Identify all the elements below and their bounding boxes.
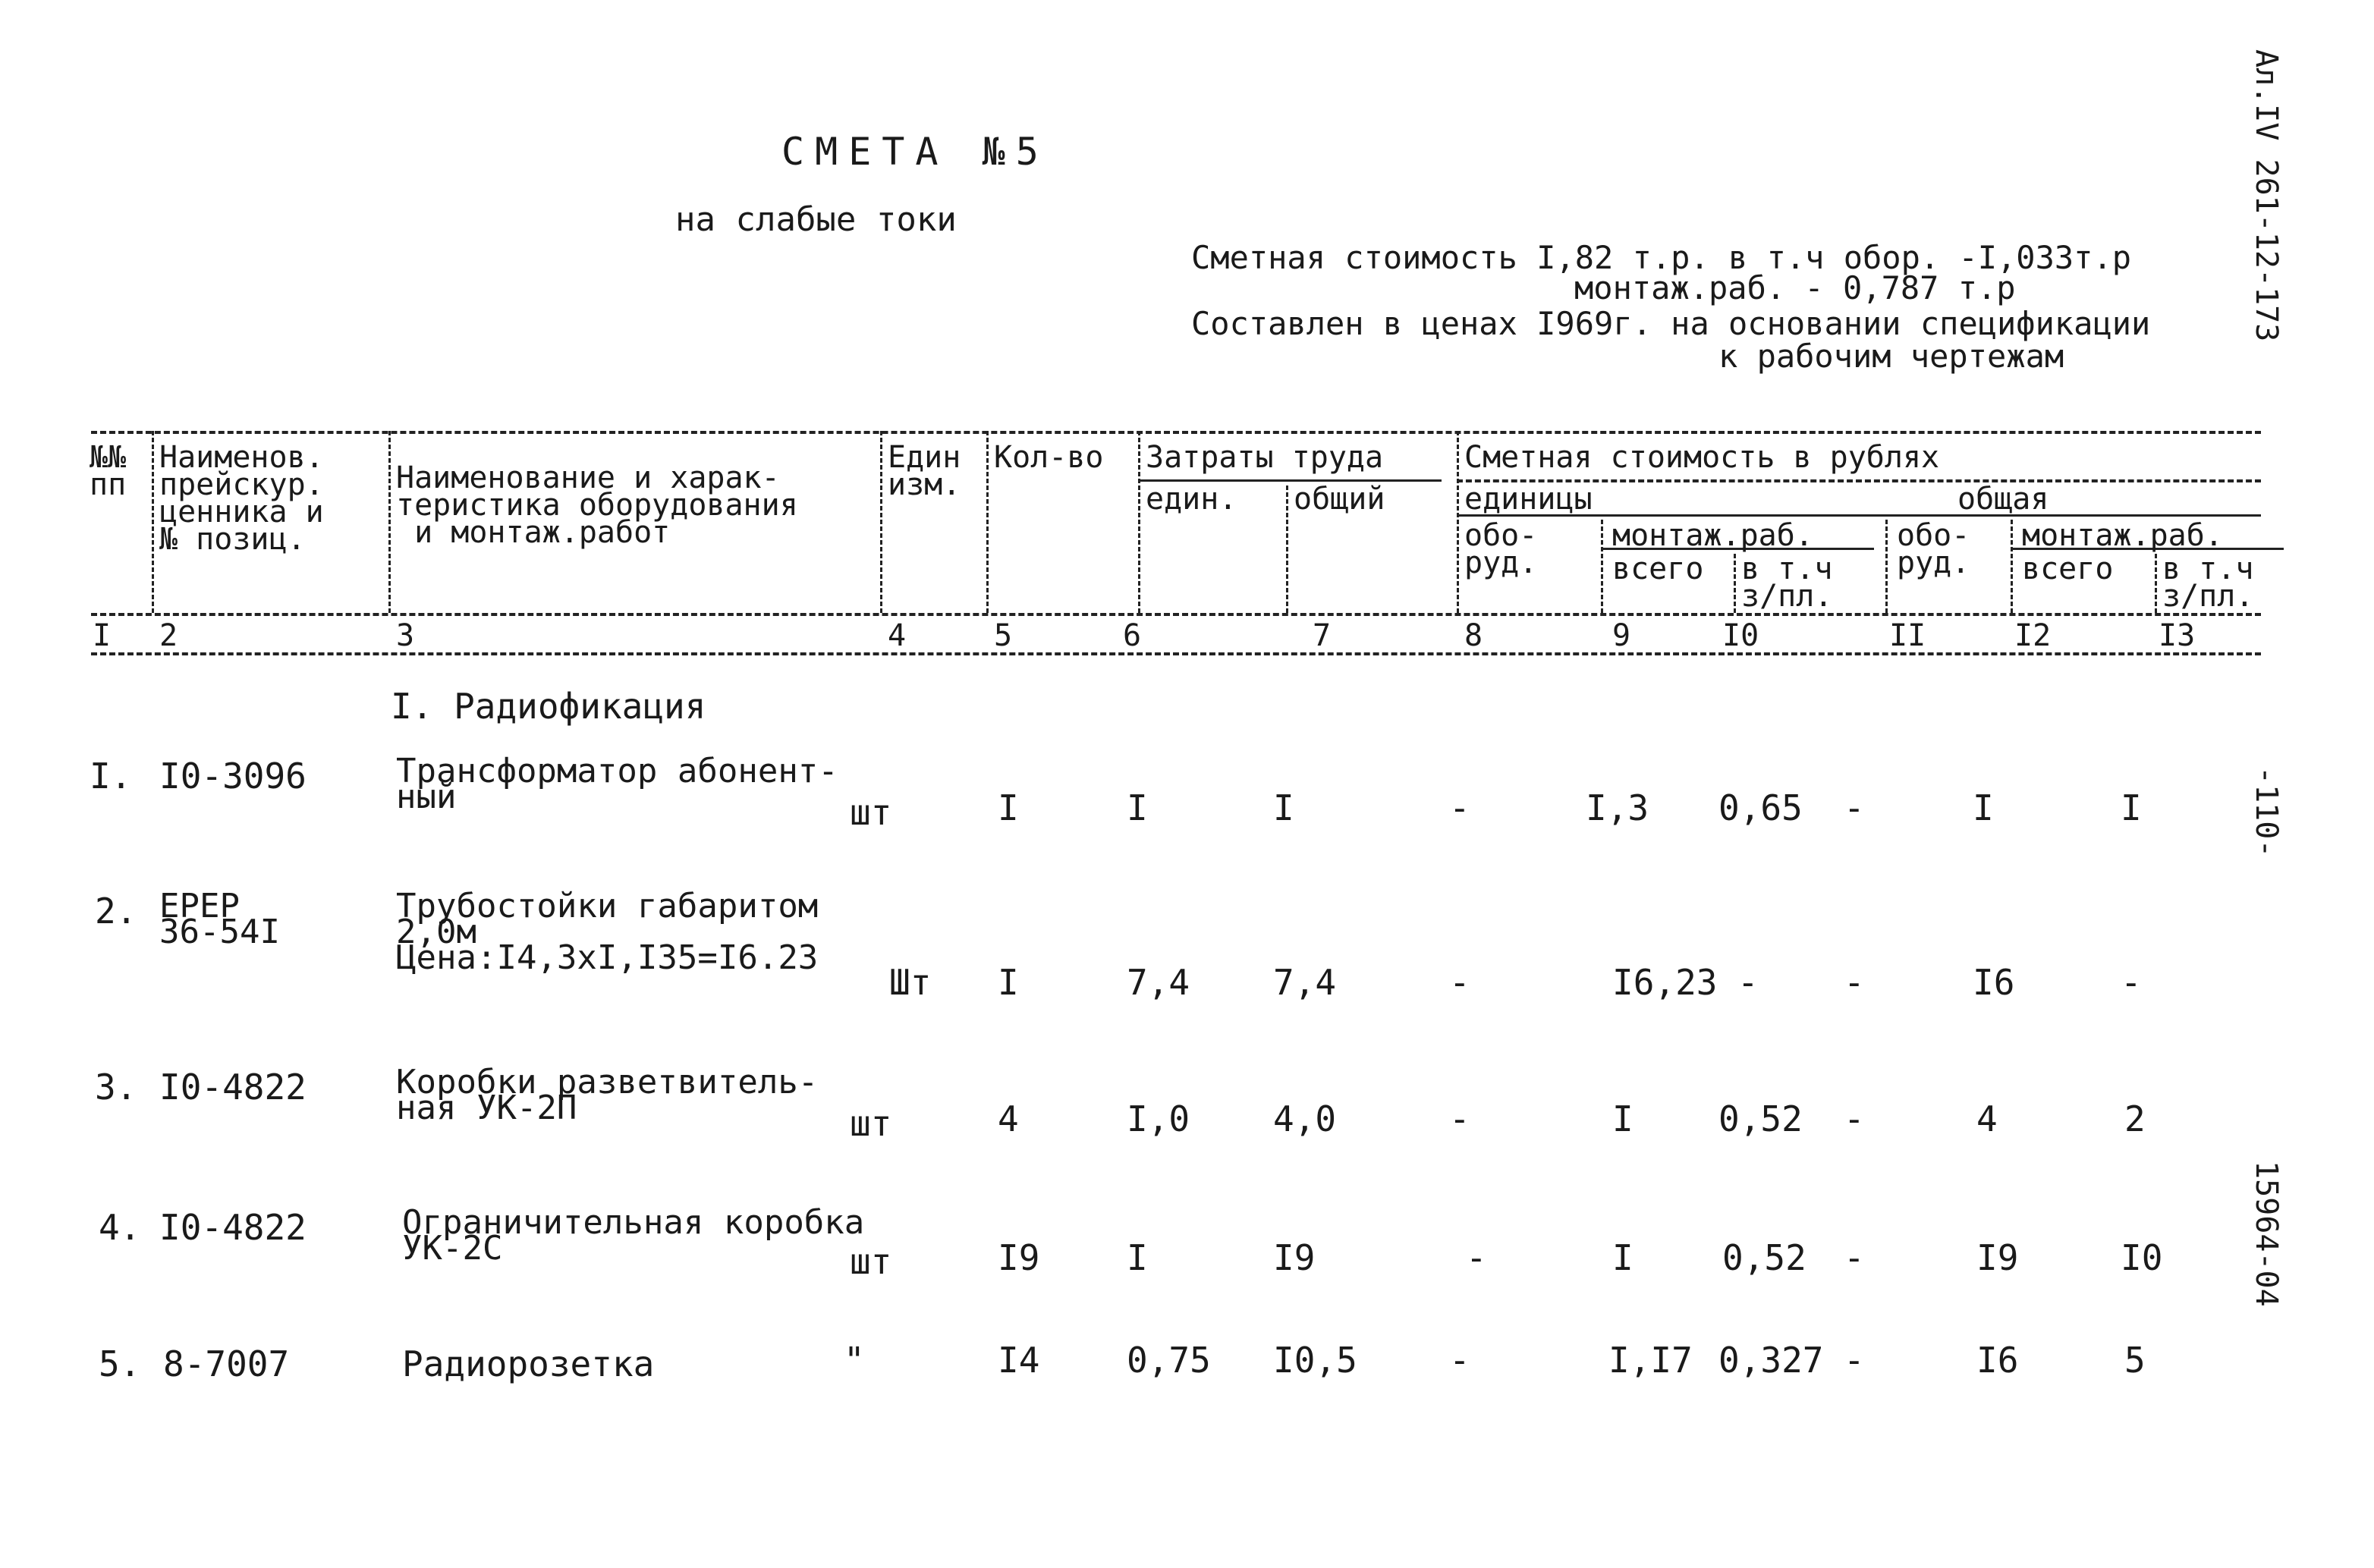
- row-mont-incl: 0,52: [1718, 1098, 1803, 1139]
- row-mont-total-incl: -: [2121, 962, 2142, 1003]
- row-name: Коробки разветвитель- ная УК-2П: [396, 1063, 819, 1127]
- header-separator: [388, 431, 391, 613]
- row-name: Трансформатор абонент- ный: [396, 752, 838, 816]
- document-subtitle: на слабые токи: [675, 200, 957, 239]
- col-number: I: [93, 618, 112, 653]
- row-qty: I9: [998, 1237, 1040, 1278]
- row-mont-total: I6: [1976, 1340, 2019, 1381]
- col-number: 4: [888, 618, 907, 653]
- col-number: 9: [1612, 618, 1631, 653]
- row-unit: шт: [850, 1103, 892, 1144]
- row-mont-incl: 0,65: [1718, 787, 1803, 828]
- estimate-drawings-line: к рабочим чертежам: [1718, 338, 2064, 375]
- row-equip-total: -: [1844, 787, 1865, 828]
- row-code: I0-3096: [159, 756, 307, 797]
- row-number: 2.: [95, 891, 137, 932]
- numbering-bottom-rule: [91, 652, 2261, 655]
- row-qty: I: [998, 962, 1019, 1003]
- header-separator: [1286, 485, 1288, 613]
- row-labor-unit: I: [1127, 1237, 1148, 1278]
- estimate-mount-line: монтаж.раб. - 0,787 т.р: [1574, 269, 2016, 306]
- header-mont-unit-incl: в т.ч з/пл.: [1741, 551, 1833, 614]
- row-equip-total: -: [1844, 1237, 1865, 1278]
- col-number: II: [1889, 618, 1926, 653]
- row-number: 5.: [99, 1343, 141, 1384]
- header-col-unit: Един изм.: [888, 440, 961, 502]
- row-mont-total-incl: I0: [2121, 1237, 2163, 1278]
- row-labor-total: 7,4: [1273, 962, 1337, 1003]
- col-number: 8: [1464, 618, 1483, 653]
- header-col-description: Наименование и харак- теристика оборудования и монтаж.работ: [396, 460, 798, 550]
- row-unit: Шт: [889, 962, 932, 1003]
- row-number: 4.: [99, 1207, 141, 1248]
- header-mont-total-incl: в т.ч з/пл.: [2162, 551, 2254, 614]
- section-heading: I. Радиофикация: [391, 686, 706, 727]
- row-mont-total-incl: I: [2121, 787, 2142, 828]
- col-number: 7: [1313, 618, 1332, 653]
- row-code: I0-4822: [159, 1067, 307, 1108]
- row-number: 3.: [95, 1067, 137, 1108]
- row-number: I.: [90, 756, 132, 797]
- row-mont-total-incl: 2: [2124, 1098, 2146, 1139]
- header-mont-total: монтаж.раб.: [2022, 518, 2223, 553]
- row-mont-total: I9: [1976, 1237, 2019, 1278]
- header-separator: [1885, 520, 1888, 613]
- row-equip-unit: -: [1449, 787, 1470, 828]
- row-mont-all: I: [1612, 1237, 1634, 1278]
- row-code: I0-4822: [159, 1207, 307, 1248]
- document-title: СМЕТА №5: [781, 130, 1049, 174]
- row-qty: I: [998, 787, 1019, 828]
- row-mont-all: I: [1612, 1098, 1634, 1139]
- row-name: Трубостойки габаритом 2,0м Цена:I4,3xI,I35=I6.23: [396, 887, 819, 977]
- row-mont-incl: -: [1737, 962, 1759, 1003]
- header-labor-unit: един.: [1146, 482, 1237, 517]
- row-labor-total: 4,0: [1273, 1098, 1337, 1139]
- col-number: 5: [994, 618, 1013, 653]
- row-mont-total-incl: 5: [2124, 1340, 2146, 1381]
- row-mont-incl: 0,327: [1718, 1340, 1824, 1381]
- row-mont-all: I6,23: [1612, 962, 1718, 1003]
- row-name: Радиорозетка: [402, 1343, 655, 1384]
- col-number: 3: [396, 618, 415, 653]
- row-equip-unit: -: [1449, 1098, 1470, 1139]
- header-separator: [1734, 554, 1736, 613]
- row-labor-unit: 7,4: [1127, 962, 1190, 1003]
- header-mont-total-all: всего: [2022, 551, 2114, 586]
- col-number: 6: [1123, 618, 1142, 653]
- estimate-basis-line: Составлен в ценах I969г. на основании спецификации: [1191, 305, 2151, 342]
- row-equip-total: -: [1844, 962, 1865, 1003]
- row-qty: I4: [998, 1340, 1040, 1381]
- row-labor-unit: I: [1127, 787, 1148, 828]
- header-mont-unit: монтаж.раб.: [1612, 518, 1813, 553]
- header-col-number: №№ пп: [90, 440, 127, 502]
- header-labor-total: общий: [1294, 482, 1385, 517]
- header-col-pricelist: Наименов. прейскур. ценника и № позиц.: [159, 440, 324, 557]
- row-qty: 4: [998, 1098, 1019, 1139]
- col-number: I2: [2014, 618, 2052, 653]
- header-separator: [1138, 431, 1140, 613]
- row-mont-total: 4: [1976, 1098, 1998, 1139]
- header-top-rule: [91, 431, 2261, 434]
- header-col-quantity: Кол-во: [994, 440, 1104, 475]
- row-equip-unit: -: [1449, 962, 1470, 1003]
- row-equip-unit: -: [1449, 1340, 1470, 1381]
- row-mont-all: I,3: [1586, 787, 1649, 828]
- row-unit: шт: [850, 792, 892, 833]
- header-separator: [986, 431, 989, 613]
- col-number: 2: [159, 618, 178, 653]
- header-labor: Затраты труда: [1146, 440, 1384, 475]
- row-mont-all: I,I7: [1608, 1340, 1693, 1381]
- row-labor-unit: I,0: [1127, 1098, 1190, 1139]
- header-separator: [1601, 520, 1603, 613]
- row-unit: шт: [850, 1241, 892, 1282]
- header-separator: [2155, 554, 2157, 613]
- header-separator: [2011, 520, 2013, 613]
- header-mont-unit-all: всего: [1612, 551, 1704, 586]
- header-separator: [1457, 431, 1459, 613]
- row-equip-unit: -: [1466, 1237, 1487, 1278]
- margin-note-page: -110-: [2249, 766, 2284, 858]
- header-separator: [880, 431, 882, 613]
- header-cost: Сметная стоимость в рублях: [1464, 440, 1940, 475]
- header-bottom-rule: [91, 613, 2261, 616]
- row-mont-total: I6: [1973, 962, 2015, 1003]
- row-equip-total: -: [1844, 1098, 1865, 1139]
- row-mont-incl: 0,52: [1722, 1237, 1806, 1278]
- col-number: I3: [2159, 618, 2196, 653]
- row-labor-total: I0,5: [1273, 1340, 1357, 1381]
- col-number: I0: [1722, 618, 1759, 653]
- row-labor-total: I: [1273, 787, 1294, 828]
- header-separator: [152, 431, 154, 613]
- header-equip-unit: обо- руд.: [1464, 518, 1538, 580]
- estimate-cost-line: Сметная стоимость I,82 т.р. в т.ч обор. -I,033т.р: [1191, 239, 2132, 276]
- header-equip-total: обо- руд.: [1897, 518, 1970, 580]
- row-name: Ограничительная коробка УК-2С: [402, 1203, 865, 1268]
- row-equip-total: -: [1844, 1340, 1865, 1381]
- row-code: 8-7007: [163, 1343, 290, 1384]
- row-unit: ": [844, 1340, 865, 1381]
- margin-note-album: Ал.IV 261-12-173: [2249, 49, 2284, 342]
- row-labor-unit: 0,75: [1127, 1340, 1211, 1381]
- row-mont-total: I: [1973, 787, 1994, 828]
- row-labor-total: I9: [1273, 1237, 1316, 1278]
- header-cost-total: общая: [1957, 482, 2049, 517]
- margin-note-code: 15964-04: [2249, 1161, 2284, 1307]
- row-code: ЕРЕР 36-54I: [159, 887, 280, 951]
- header-cost-unit: единицы: [1464, 482, 1593, 517]
